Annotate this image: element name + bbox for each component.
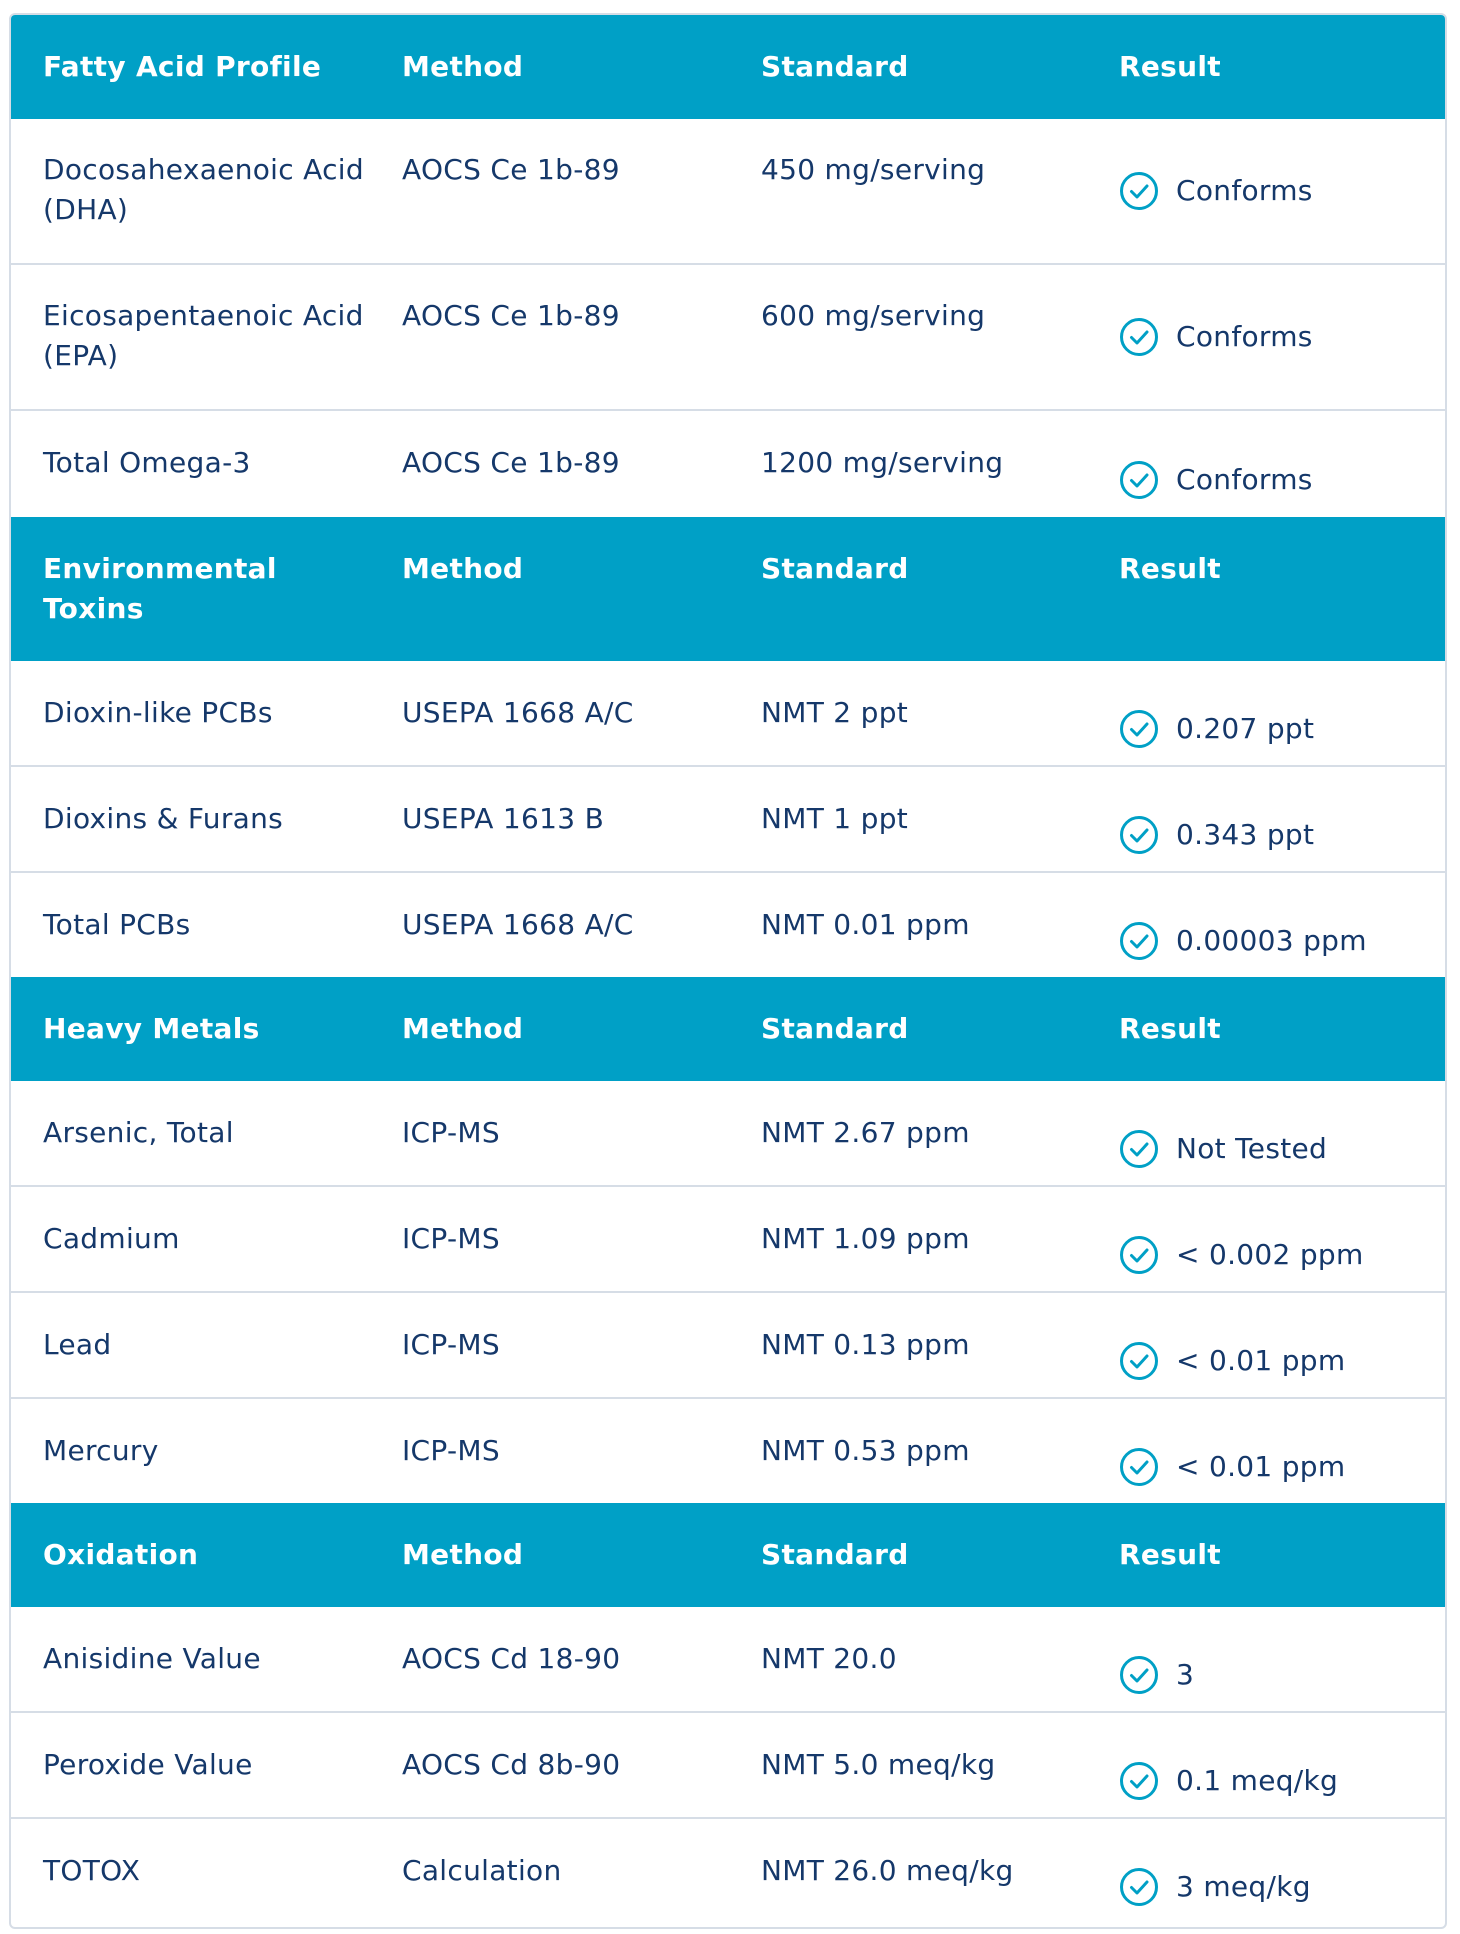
row-result-value: 3 meq/kg	[1176, 1870, 1311, 1903]
header-method: Method	[402, 1012, 524, 1045]
row-standard: NMT 0.01 ppm	[761, 908, 970, 941]
row-standard: NMT 2 ppt	[761, 696, 909, 729]
row-result-value: Not Tested	[1176, 1132, 1328, 1165]
row-name: Dioxins & Furans	[43, 802, 284, 835]
row-result-value: Conforms	[1176, 320, 1313, 353]
row-result	[1087, 1607, 1445, 1711]
row-name: Mercury	[43, 1434, 159, 1467]
row-name: TOTOX	[43, 1854, 141, 1887]
row-result	[1087, 1819, 1445, 1923]
row-name: Total PCBs	[43, 908, 191, 941]
row-standard: 450 mg/serving	[761, 153, 986, 186]
check-circle-icon	[1119, 1761, 1159, 1801]
table-row	[11, 873, 1445, 977]
check-circle-icon	[1119, 317, 1159, 357]
table-row	[11, 1293, 1445, 1399]
header-category: Oxidation	[43, 1538, 199, 1571]
table-row	[11, 265, 1445, 411]
check-circle-icon	[1119, 1655, 1159, 1695]
row-standard: 1200 mg/serving	[761, 446, 1004, 479]
header-result: Result	[1119, 1538, 1221, 1571]
row-method: AOCS Cd 18-90	[402, 1642, 621, 1675]
header-result: Result	[1119, 50, 1221, 83]
row-result	[1087, 1081, 1445, 1185]
row-result-value: 0.343 ppt	[1176, 818, 1315, 851]
row-result	[1087, 1399, 1445, 1503]
row-standard: NMT 20.0	[761, 1642, 897, 1675]
row-name: Docosahexaenoic Acid (DHA)	[43, 153, 364, 226]
section-environmental-toxins	[11, 517, 1445, 977]
header-category: Fatty Acid Profile	[43, 50, 322, 83]
header-method: Method	[402, 50, 524, 83]
row-result	[1087, 1713, 1445, 1817]
row-method: ICP-MS	[402, 1222, 500, 1255]
row-name: Total Omega-3	[43, 446, 251, 479]
row-method: AOCS Ce 1b-89	[402, 446, 620, 479]
header-standard: Standard	[761, 1538, 909, 1571]
row-standard: NMT 2.67 ppm	[761, 1116, 970, 1149]
row-name: Peroxide Value	[43, 1748, 253, 1781]
row-result-value: 3	[1176, 1658, 1195, 1691]
row-result	[1087, 767, 1445, 871]
row-method: AOCS Ce 1b-89	[402, 299, 620, 332]
section-heavy-metals	[11, 977, 1445, 1503]
check-circle-icon	[1119, 1867, 1159, 1907]
row-name: Cadmium	[43, 1222, 180, 1255]
row-result-value: 0.1 meq/kg	[1176, 1764, 1339, 1797]
row-method: ICP-MS	[402, 1116, 500, 1149]
row-result	[1087, 265, 1445, 409]
check-circle-icon	[1119, 171, 1159, 211]
row-result-value: < 0.01 ppm	[1176, 1344, 1346, 1377]
row-name: Eicosapentaenoic Acid (EPA)	[43, 299, 364, 372]
row-name: Dioxin-like PCBs	[43, 696, 273, 729]
row-standard: NMT 1 ppt	[761, 802, 909, 835]
row-name: Lead	[43, 1328, 112, 1361]
table-row	[11, 119, 1445, 265]
check-circle-icon	[1119, 1235, 1159, 1275]
row-result	[1087, 873, 1445, 977]
row-standard: NMT 26.0 meq/kg	[761, 1854, 1014, 1887]
header-result: Result	[1119, 552, 1221, 585]
row-method: ICP-MS	[402, 1328, 500, 1361]
row-method: USEPA 1668 A/C	[402, 696, 634, 729]
section-header	[11, 977, 1445, 1081]
section-header	[11, 15, 1445, 119]
table-row	[11, 1713, 1445, 1819]
row-result-value: < 0.01 ppm	[1176, 1450, 1346, 1483]
row-result	[1087, 411, 1445, 517]
header-category: Heavy Metals	[43, 1012, 260, 1045]
header-standard: Standard	[761, 552, 909, 585]
header-method: Method	[402, 1538, 524, 1571]
section-fatty-acid-profile	[11, 15, 1445, 517]
row-result-value: Conforms	[1176, 463, 1313, 496]
section-header	[11, 1503, 1445, 1607]
row-result-value: 0.207 ppt	[1176, 712, 1315, 745]
row-standard: NMT 0.13 ppm	[761, 1328, 970, 1361]
check-circle-icon	[1119, 460, 1159, 500]
row-name: Anisidine Value	[43, 1642, 261, 1675]
header-method: Method	[402, 552, 524, 585]
row-standard: NMT 5.0 meq/kg	[761, 1748, 996, 1781]
row-result-value: 0.00003 ppm	[1176, 924, 1367, 957]
row-method: USEPA 1668 A/C	[402, 908, 634, 941]
row-method: ICP-MS	[402, 1434, 500, 1467]
table-row	[11, 1081, 1445, 1187]
row-method: AOCS Cd 8b-90	[402, 1748, 621, 1781]
row-standard: 600 mg/serving	[761, 299, 986, 332]
row-method: Calculation	[402, 1854, 562, 1887]
check-circle-icon	[1119, 709, 1159, 749]
table-row	[11, 767, 1445, 873]
row-result	[1087, 119, 1445, 263]
header-result: Result	[1119, 1012, 1221, 1045]
check-circle-icon	[1119, 815, 1159, 855]
table-row	[11, 1399, 1445, 1503]
row-result	[1087, 1187, 1445, 1291]
row-result	[1087, 661, 1445, 765]
row-result-value: Conforms	[1176, 174, 1313, 207]
check-circle-icon	[1119, 1341, 1159, 1381]
header-standard: Standard	[761, 50, 909, 83]
row-standard: NMT 1.09 ppm	[761, 1222, 970, 1255]
section-header	[11, 517, 1445, 661]
table-row	[11, 1607, 1445, 1713]
check-circle-icon	[1119, 1447, 1159, 1487]
header-category: Environmental Toxins	[43, 552, 277, 625]
row-result	[1087, 1293, 1445, 1397]
table-row	[11, 1187, 1445, 1293]
row-name: Arsenic, Total	[43, 1116, 234, 1149]
row-method: USEPA 1613 B	[402, 802, 605, 835]
row-result-value: < 0.002 ppm	[1176, 1238, 1364, 1271]
row-method: AOCS Ce 1b-89	[402, 153, 620, 186]
test-results-table	[9, 13, 1447, 1929]
check-circle-icon	[1119, 1129, 1159, 1169]
section-oxidation	[11, 1503, 1445, 1923]
header-standard: Standard	[761, 1012, 909, 1045]
table-row	[11, 1819, 1445, 1923]
row-standard: NMT 0.53 ppm	[761, 1434, 970, 1467]
table-row	[11, 411, 1445, 517]
table-row	[11, 661, 1445, 767]
check-circle-icon	[1119, 921, 1159, 961]
